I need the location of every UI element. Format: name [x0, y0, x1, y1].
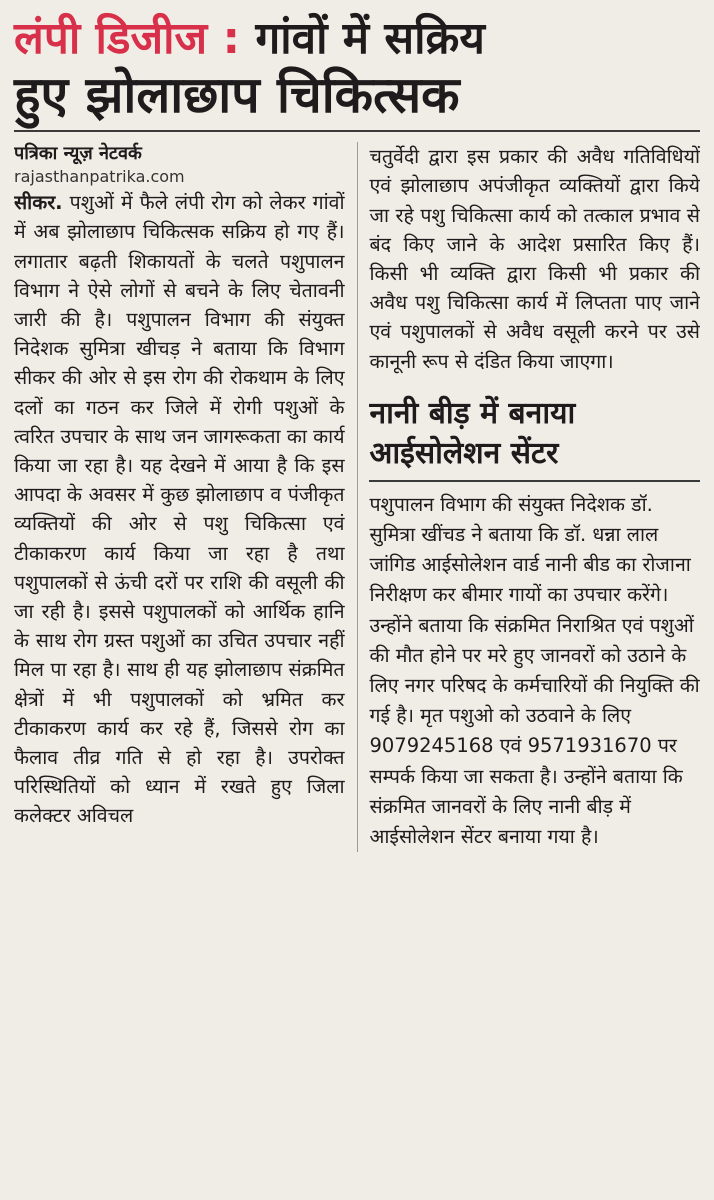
subheading-line-1: नानी बीड़ में बनाया: [369, 395, 576, 431]
byline-url: rajasthanpatrika.com: [14, 167, 185, 187]
headline-line-2: हुए झोलाछाप चिकित्सक: [14, 65, 460, 124]
column-2-paragraph-2: पशुपालन विभाग की संयुक्त निदेशक डॉ. सुमित्रा खींचड ने बताया कि डॉ. धन्ना लाल जांगिड आईसोलेशन वार्ड नानी बीड का रोजाना निरीक्षण कर बीमार गायों का उपचार करेंगे। उन्होंने बताया कि संक्रमित निराश्रित एवं पशुओं की मौत होने पर मरे हुए जानवरों को उठाने के लिए नगर परिषद के कर्मचारियों की नियुक्ति की गई है। मृत पशुओ को उठवाने के लिए 9079245168 एवं 9571931670 पर सम्पर्क किया जा सकता है। उन्होंने बताया कि संक्रमित जानवरों के लिए नानी बीड़ में आईसोलेशन सेंटर बनाया गया है।: [369, 492, 700, 848]
headline-kicker: लंपी डिजीज: [14, 13, 208, 64]
subheading-rule: [369, 480, 700, 482]
article-columns: [14, 142, 700, 852]
headline-line-1-rest: गांवों में सक्रिय: [255, 13, 485, 64]
article-column-2: [369, 142, 700, 852]
column-1-body: पशुओं में फैले लंपी रोग को लेकर गांवों में अब झोलाछाप चिकित्सक सक्रिय हो गए हैं। लगातार बढ़ती शिकायतों के चलते पशुपालन विभाग ने ऐसे लोगों से बचने के लिए चेतावनी जारी की है। पशुपालन विभाग की संयुक्त निदेशक सुमित्रा खीचड़ ने बताया कि विभाग सीकर की ओर से इस रोग की रोकथाम के लिए दलों का गठन कर जिले में रोगी पशुओं के त्वरित उपचार के साथ जन जागरूकता का कार्य किया जा रहा है। यह देखने में आया है कि इस आपदा के अवसर में कुछ झोलाछाप व पंजीकृत व्यक्तियों की ओर से पशु चिकित्सा एवं टीकाकरण कार्य किया जा रहा है तथा पशुपालकों से ऊंची दरों पर राशि की वसूली की जा रही है। इससे पशुपालकों को आर्थिक हानि के साथ रोग ग्रस्त पशुओं का उचित उपचार नहीं मिल पा रहा है। साथ ही यह झोलाछाप संक्रमित क्षेत्रों में भी पशुपालकों को भ्रमित कर टीकाकरण कार्य कर रहे हैं, जिससे रोग का फैलाव तीव्र गति से हो रहा है। उपरोक्त परिस्थितियों को ध्यान में रखते हुए जिला कलेक्टर अविचल: [14, 191, 345, 828]
headline-rule: [14, 130, 700, 132]
dateline-location: सीकर.: [14, 191, 63, 215]
column-1-paragraph: [14, 188, 345, 830]
byline-source: पत्रिका न्यूज़ नेटवर्क: [14, 143, 142, 165]
headline-colon: :: [222, 13, 241, 64]
subheading-line-2: आईसोलेशन सेंटर: [369, 435, 559, 471]
column-divider: [357, 142, 358, 852]
headline: [14, 14, 700, 124]
column-2-paragraph-1: चतुर्वेदी द्वारा इस प्रकार की अवैध गतिविधियों एवं झोलाछाप अपंजीकृत व्यक्तियों द्वारा किये जा रहे पशु चिकित्सा कार्य को तत्काल प्रभाव से बंद किए जाने के आदेश प्रसारित किए हैं। किसी भी व्यक्ति द्वारा किसी भी प्रकार की अवैध पशु चिकित्सा कार्य में लिप्तता पाए जाने एवं पशुपालकों से अवैध वसूली करने पर उसे कानूनी रूप से दंडित किया जाएगा।: [369, 145, 700, 373]
headline-line-1: [14, 14, 700, 65]
article-column-1: [14, 142, 345, 852]
subheading: [369, 394, 700, 474]
